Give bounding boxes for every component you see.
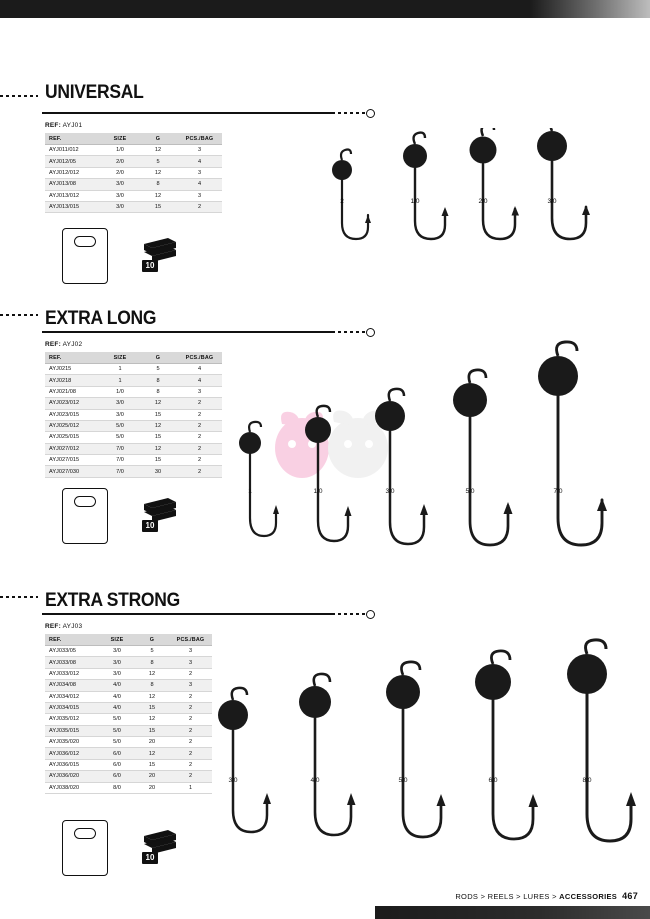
cell-g: 12 <box>139 443 177 454</box>
table-row <box>45 375 222 386</box>
box-count-badge: 10 <box>142 520 158 532</box>
cell-g: 12 <box>135 668 169 679</box>
cell-pcsbag: 2 <box>169 771 212 782</box>
box-stack-icon <box>140 496 176 530</box>
jig-size-label: 2/0 <box>478 198 488 205</box>
ref-label-extra-strong <box>45 623 82 630</box>
cell-ref: AYJ025/015 <box>45 432 101 443</box>
section-title-extra-long: EXTRA LONG <box>45 308 157 329</box>
circle-end-universal <box>366 109 375 118</box>
spec-table-extra-strong <box>45 634 212 794</box>
cell-g: 8 <box>139 179 177 190</box>
cell-size: 6/0 <box>99 748 135 759</box>
cell-ref: AYJ033/08 <box>45 657 99 668</box>
cell-g: 30 <box>139 466 177 477</box>
cell-g: 12 <box>139 145 177 156</box>
spec-table-extra-long <box>45 352 222 478</box>
cell-g: 12 <box>139 190 177 201</box>
top-bar <box>0 0 650 18</box>
cell-ref: AYJ036/015 <box>45 759 99 770</box>
table-row <box>45 646 212 657</box>
jig-3 <box>470 128 520 239</box>
col-pcsbag: PCS./BAG <box>177 352 222 364</box>
cell-ref: AYJ036/012 <box>45 748 99 759</box>
jig-size-label: 7/0 <box>553 488 563 495</box>
ref-label-universal <box>45 122 82 129</box>
cell-g: 5 <box>139 364 177 375</box>
cell-pcsbag: 2 <box>177 420 222 431</box>
table-header-row <box>45 352 222 364</box>
dotted-rule-left-extra-strong <box>0 596 38 598</box>
jig-size-label: 8/0 <box>582 777 592 784</box>
col-ref: REF. <box>45 634 99 646</box>
cell-ref: AYJ023/012 <box>45 398 101 409</box>
cell-pcsbag: 2 <box>169 714 212 725</box>
jig-group-universal <box>320 128 640 263</box>
cell-pcsbag: 2 <box>169 759 212 770</box>
cell-size: 3/0 <box>99 657 135 668</box>
jig-illustrations-extra-strong <box>205 630 640 880</box>
cell-g: 12 <box>135 748 169 759</box>
cell-g: 15 <box>139 201 177 212</box>
col-g: G <box>139 352 177 364</box>
cell-pcsbag: 2 <box>169 725 212 736</box>
table-row <box>45 179 222 190</box>
col-g: G <box>135 634 169 646</box>
jig-4 <box>537 128 590 239</box>
cell-pcsbag: 3 <box>169 646 212 657</box>
cell-pcsbag: 4 <box>177 179 222 190</box>
cell-size: 4/0 <box>99 691 135 702</box>
cell-ref: AYJ036/020 <box>45 771 99 782</box>
cell-pcsbag: 2 <box>177 432 222 443</box>
cell-ref: AYJ027/030 <box>45 466 101 477</box>
cell-pcsbag: 2 <box>177 398 222 409</box>
cell-g: 12 <box>139 420 177 431</box>
breadcrumb-current: ACCESSORIES <box>559 892 618 901</box>
table-row <box>45 386 222 397</box>
cell-g: 15 <box>139 432 177 443</box>
dotted-rule-right-extra-strong <box>332 613 367 615</box>
box-count-badge: 10 <box>142 260 158 272</box>
ref-value: AYJ02 <box>62 341 83 348</box>
cell-size: 4/0 <box>99 680 135 691</box>
cell-size: 5/0 <box>99 714 135 725</box>
cell-size: 1 <box>101 364 139 375</box>
cell-size: 1/0 <box>101 145 139 156</box>
cell-ref: AYJ0218 <box>45 375 101 386</box>
cell-g: 8 <box>139 375 177 386</box>
cell-size: 8/0 <box>99 782 135 793</box>
jig-2 <box>305 406 352 541</box>
ref-value: AYJ03 <box>62 623 83 630</box>
jig-size-label: 1/0 <box>410 198 420 205</box>
cell-pcsbag: 3 <box>177 386 222 397</box>
cell-g: 15 <box>135 759 169 770</box>
cell-size: 6/0 <box>99 771 135 782</box>
cell-pcsbag: 3 <box>177 167 222 178</box>
table-row <box>45 691 212 702</box>
table-row <box>45 201 222 212</box>
jig-size-label: 6/0 <box>488 777 498 784</box>
cell-pcsbag: 1 <box>169 782 212 793</box>
jig-4 <box>475 651 538 839</box>
col-pcsbag: PCS./BAG <box>177 133 222 145</box>
table-row <box>45 455 222 466</box>
jig-1 <box>332 150 371 240</box>
cell-size: 7/0 <box>101 443 139 454</box>
cell-size: 3/0 <box>99 646 135 657</box>
bottom-bar-gradient <box>375 906 650 919</box>
cell-g: 8 <box>135 657 169 668</box>
box-stack-icon <box>140 828 176 862</box>
cell-size: 1/0 <box>101 386 139 397</box>
table-row <box>45 759 212 770</box>
cell-size: 3/0 <box>101 398 139 409</box>
cell-ref: AYJ012/012 <box>45 167 101 178</box>
cell-ref: AYJ038/020 <box>45 782 99 793</box>
col-size: SIZE <box>99 634 135 646</box>
table-row <box>45 420 222 431</box>
dotted-rule-right-universal <box>332 112 367 114</box>
table-row <box>45 190 222 201</box>
jig-size-label: 3/0 <box>547 198 557 205</box>
cell-size: 4/0 <box>99 702 135 713</box>
cell-ref: AYJ035/020 <box>45 737 99 748</box>
cell-ref: AYJ035/012 <box>45 714 99 725</box>
box-stack-icon <box>140 236 176 270</box>
cell-size: 2/0 <box>101 156 139 167</box>
table-row <box>45 725 212 736</box>
footer-breadcrumb <box>455 891 638 901</box>
col-size: SIZE <box>101 352 139 364</box>
cell-pcsbag: 2 <box>177 455 222 466</box>
cell-pcsbag: 2 <box>177 201 222 212</box>
cell-size: 5/0 <box>99 737 135 748</box>
cell-ref: AYJ013/012 <box>45 190 101 201</box>
jig-group-extra-long <box>228 318 640 568</box>
jig-1 <box>218 688 271 832</box>
table-row <box>45 364 222 375</box>
table-row <box>45 714 212 725</box>
jig-group-extra-strong <box>205 630 640 880</box>
cell-ref: AYJ0215 <box>45 364 101 375</box>
cell-ref: AYJ023/015 <box>45 409 101 420</box>
table-row <box>45 702 212 713</box>
jig-3 <box>386 662 446 837</box>
jig-size-label: 4/0 <box>310 777 320 784</box>
jig-size-label: 2 <box>340 198 344 205</box>
cell-pcsbag: 2 <box>177 409 222 420</box>
cell-size: 1 <box>101 375 139 386</box>
jig-4 <box>453 370 513 545</box>
cell-size: 3/0 <box>101 179 139 190</box>
table-row <box>45 145 222 156</box>
breadcrumb-path: RODS > REELS > LURES > <box>455 892 560 901</box>
cell-pcsbag: 4 <box>177 364 222 375</box>
jig-1 <box>239 422 279 536</box>
col-ref: REF. <box>45 133 101 145</box>
jig-size-label: 3/0 <box>228 777 238 784</box>
table-row <box>45 680 212 691</box>
cell-ref: AYJ025/012 <box>45 420 101 431</box>
cell-g: 15 <box>135 702 169 713</box>
cell-ref: AYJ035/015 <box>45 725 99 736</box>
cell-ref: AYJ027/012 <box>45 443 101 454</box>
cell-g: 12 <box>139 167 177 178</box>
ref-value: AYJ01 <box>62 122 83 129</box>
cell-ref: AYJ027/015 <box>45 455 101 466</box>
cell-size: 5/0 <box>99 725 135 736</box>
cell-g: 5 <box>135 646 169 657</box>
cell-size: 3/0 <box>101 409 139 420</box>
cell-pcsbag: 3 <box>169 657 212 668</box>
col-size: SIZE <box>101 133 139 145</box>
cell-g: 20 <box>135 782 169 793</box>
cell-pcsbag: 2 <box>169 737 212 748</box>
cell-g: 20 <box>135 737 169 748</box>
table-row <box>45 398 222 409</box>
circle-end-extra-strong <box>366 610 375 619</box>
table-row <box>45 782 212 793</box>
cell-g: 15 <box>139 409 177 420</box>
section-underline-universal <box>42 112 332 114</box>
cell-ref: AYJ034/015 <box>45 702 99 713</box>
table-row <box>45 737 212 748</box>
table-row <box>45 156 222 167</box>
spec-table-universal <box>45 133 222 213</box>
cell-size: 5/0 <box>101 420 139 431</box>
cell-size: 2/0 <box>101 167 139 178</box>
jig-5 <box>538 342 607 545</box>
cell-ref: AYJ021/08 <box>45 386 101 397</box>
cell-size: 7/0 <box>101 455 139 466</box>
cell-g: 12 <box>139 398 177 409</box>
table-header-row <box>45 133 222 145</box>
table-row <box>45 771 212 782</box>
cell-pcsbag: 2 <box>169 691 212 702</box>
jig-illustrations-universal <box>320 128 640 263</box>
cell-pcsbag: 4 <box>177 156 222 167</box>
section-universal <box>0 82 650 116</box>
cell-pcsbag: 2 <box>169 668 212 679</box>
cell-g: 20 <box>135 771 169 782</box>
cell-g: 15 <box>139 455 177 466</box>
cell-size: 3/0 <box>101 201 139 212</box>
cell-ref: AYJ034/08 <box>45 680 99 691</box>
section-header <box>0 82 650 116</box>
cell-g: 15 <box>135 725 169 736</box>
jig-illustrations-extra-long <box>228 318 640 568</box>
table-row <box>45 409 222 420</box>
top-bar-gradient <box>530 0 650 18</box>
cell-g: 12 <box>135 691 169 702</box>
cell-pcsbag: 2 <box>177 466 222 477</box>
cell-size: 3/0 <box>99 668 135 679</box>
cell-ref: AYJ013/015 <box>45 201 101 212</box>
dotted-rule-left-universal <box>0 95 38 97</box>
cell-size: 5/0 <box>101 432 139 443</box>
table-row <box>45 443 222 454</box>
table-row <box>45 167 222 178</box>
cell-size: 6/0 <box>99 759 135 770</box>
jig-2 <box>403 133 449 239</box>
section-underline-extra-strong <box>42 613 332 615</box>
table-row <box>45 432 222 443</box>
col-g: G <box>139 133 177 145</box>
cell-pcsbag: 2 <box>169 748 212 759</box>
ref-prefix: REF: <box>45 122 61 129</box>
table-header-row <box>45 634 212 646</box>
cell-pcsbag: 3 <box>177 190 222 201</box>
jig-size-label: 3/0 <box>385 488 395 495</box>
cell-ref: AYJ033/012 <box>45 668 99 679</box>
jig-size-label: 1 <box>248 488 252 495</box>
cell-pcsbag: 4 <box>177 375 222 386</box>
cell-ref: AYJ033/05 <box>45 646 99 657</box>
jig-size-label: 5/0 <box>398 777 408 784</box>
page-number: 467 <box>622 891 638 901</box>
col-pcsbag: PCS./BAG <box>169 634 212 646</box>
cell-size: 7/0 <box>101 466 139 477</box>
cell-pcsbag: 2 <box>169 702 212 713</box>
ref-prefix: REF: <box>45 623 61 630</box>
cell-ref: AYJ013/08 <box>45 179 101 190</box>
cell-g: 5 <box>139 156 177 167</box>
table-row <box>45 657 212 668</box>
section-title-extra-strong: EXTRA STRONG <box>45 590 180 611</box>
cell-ref: AYJ011/012 <box>45 145 101 156</box>
jig-size-label: 1/0 <box>313 488 323 495</box>
cell-pcsbag: 3 <box>169 680 212 691</box>
cell-ref: AYJ012/05 <box>45 156 101 167</box>
cell-g: 8 <box>139 386 177 397</box>
cell-g: 12 <box>135 714 169 725</box>
jig-size-label: 5/0 <box>465 488 475 495</box>
box-count-badge: 10 <box>142 852 158 864</box>
cell-g: 8 <box>135 680 169 691</box>
jig-3 <box>375 389 428 544</box>
cell-pcsbag: 3 <box>177 145 222 156</box>
table-row <box>45 748 212 759</box>
blister-card-icon <box>62 228 108 284</box>
blister-card-icon <box>62 488 108 544</box>
jig-2 <box>299 674 356 835</box>
col-ref: REF. <box>45 352 101 364</box>
dotted-rule-left-extra-long <box>0 314 38 316</box>
section-title-universal: UNIVERSAL <box>45 82 144 103</box>
jig-5 <box>567 640 636 841</box>
ref-prefix: REF: <box>45 341 61 348</box>
blister-card-icon <box>62 820 108 876</box>
ref-label-extra-long <box>45 341 82 348</box>
table-row <box>45 466 222 477</box>
cell-pcsbag: 2 <box>177 443 222 454</box>
table-row <box>45 668 212 679</box>
cell-ref: AYJ034/012 <box>45 691 99 702</box>
cell-size: 3/0 <box>101 190 139 201</box>
